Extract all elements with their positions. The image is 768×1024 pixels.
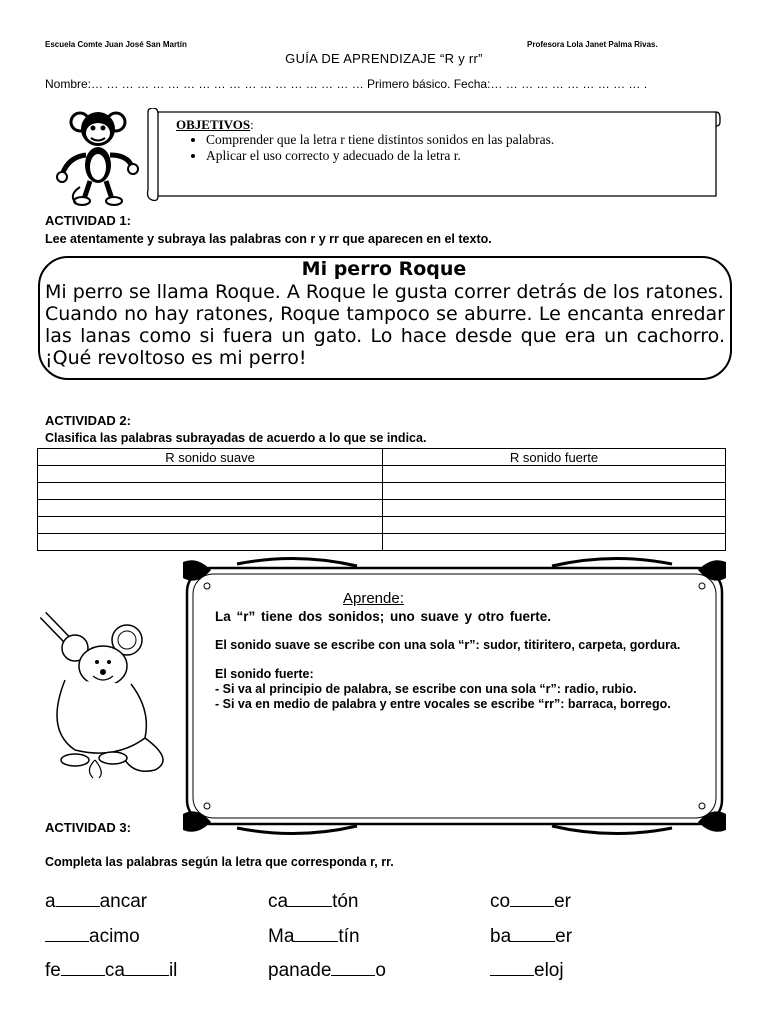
word-part: co: [490, 891, 511, 912]
teacher-name: Profesora Lola Janet Palma Rivas.: [527, 40, 658, 49]
word-exercise: [268, 924, 360, 948]
aprende-content: [215, 609, 710, 712]
blank-input[interactable]: [511, 924, 555, 942]
word-exercise: [45, 924, 140, 948]
blank-input[interactable]: [288, 889, 332, 907]
page-title: GUÍA DE APRENDIZAJE “R y rr”: [285, 51, 483, 66]
story-title: Mi perro Roque: [301, 258, 467, 280]
column-header-suave: R sonido suave: [38, 449, 383, 466]
story-paragraph: Mi perro se llama Roque. A Roque le gusta correr detrás de los ratones.: [45, 281, 724, 303]
word-part: ca: [268, 891, 289, 912]
objective-item: • Comprender que la letra r tiene distintos sonidos en las palabras.: [206, 132, 696, 148]
word-part: il: [168, 960, 178, 981]
activity3-instruction: Completa las palabras según la letra que corresponda r, rr.: [45, 855, 394, 869]
objectives-heading: OBJETIVOS: [176, 117, 251, 132]
word-part: a: [45, 891, 56, 912]
table-cell[interactable]: [383, 534, 726, 551]
word-part: er: [554, 891, 571, 912]
blank-input[interactable]: [331, 958, 375, 976]
aprende-strong-heading: El sonido fuerte:: [215, 667, 314, 681]
word-exercise: [490, 924, 572, 948]
story-paragraph: Cuando no hay ratones, Roque tampoco se aburre. Le encanta enredar las lanas como si fuera un gato. Lo hace desde que era un cachorro. ¡Qué revoltoso es mi perro!: [45, 303, 725, 369]
word-exercise: [268, 958, 386, 982]
table-cell[interactable]: [38, 500, 383, 517]
word-part: ca: [104, 960, 125, 981]
blank-input[interactable]: [510, 889, 554, 907]
activity1-instruction: Lee atentamente y subraya las palabras con r y rr que aparecen en el texto.: [45, 232, 492, 246]
objectives-colon: :: [250, 117, 254, 132]
word-part: ancar: [99, 891, 148, 912]
column-header-fuerte: R sonido fuerte: [383, 449, 726, 466]
blank-input[interactable]: [56, 889, 100, 907]
activity3-heading: ACTIVIDAD 3:: [45, 820, 131, 835]
word-part: tín: [338, 926, 360, 947]
blank-input[interactable]: [490, 958, 534, 976]
word-part: Ma: [268, 926, 295, 947]
word-part: tón: [332, 891, 359, 912]
aprende-soft-sound: El sonido suave se escribe con una sola “r”: sudor, titiritero, carpeta, gordura.: [215, 638, 681, 652]
blank-input[interactable]: [125, 958, 169, 976]
word-part: ba: [490, 926, 512, 947]
name-date-line: Nombre:… … … … … … … … … … … … … … … … … … Primero básico. Fecha:… … … … … … … … … … .: [45, 77, 648, 91]
word-part: eloj: [534, 960, 564, 981]
school-name: Escuela Comte Juan José San Martín: [45, 40, 187, 49]
table-cell[interactable]: [38, 517, 383, 534]
table-cell[interactable]: [38, 534, 383, 551]
story-text: [45, 281, 725, 369]
word-exercise: [45, 958, 177, 982]
aprende-heading: Aprende:: [343, 590, 404, 607]
blank-input[interactable]: [61, 958, 105, 976]
activity2-heading: ACTIVIDAD 2:: [45, 413, 131, 428]
word-part: fe: [45, 960, 61, 981]
aprende-intro: La “r” tiene dos sonidos; uno suave y otro fuerte.: [215, 609, 552, 624]
aprende-strong-rule-1: - Si va al principio de palabra, se escribe con una sola “r”: radio, rubio.: [215, 682, 637, 696]
monkey-illustration: [50, 107, 145, 207]
table-cell[interactable]: [383, 500, 726, 517]
table-cell[interactable]: [38, 466, 383, 483]
table-cell[interactable]: [38, 483, 383, 500]
activity2-instruction: Clasifica las palabras subrayadas de acuerdo a lo que se indica.: [45, 431, 427, 445]
blank-input[interactable]: [45, 924, 89, 942]
word-part: o: [375, 960, 386, 981]
table-cell[interactable]: [383, 517, 726, 534]
word-exercise: [268, 889, 359, 913]
classification-table: [37, 448, 726, 551]
word-part: er: [555, 926, 573, 947]
word-exercise: [490, 889, 571, 913]
objectives-list: [180, 132, 696, 164]
word-part: acimo: [89, 926, 140, 947]
mouse-with-pencil-illustration: [35, 610, 185, 780]
table-cell[interactable]: [383, 483, 726, 500]
objective-item: • Aplicar el uso correcto y adecuado de la letra r.: [206, 148, 696, 164]
word-exercise: [45, 889, 147, 913]
aprende-strong-rule-2: - Si va en medio de palabra y entre vocales se escribe “rr”: barraca, borrego.: [215, 697, 671, 711]
word-part: panade: [268, 960, 332, 981]
objectives-box: [176, 117, 254, 133]
activity1-heading: ACTIVIDAD 1:: [45, 213, 131, 228]
table-cell[interactable]: [383, 466, 726, 483]
blank-input[interactable]: [294, 924, 338, 942]
word-exercise: [490, 958, 564, 982]
